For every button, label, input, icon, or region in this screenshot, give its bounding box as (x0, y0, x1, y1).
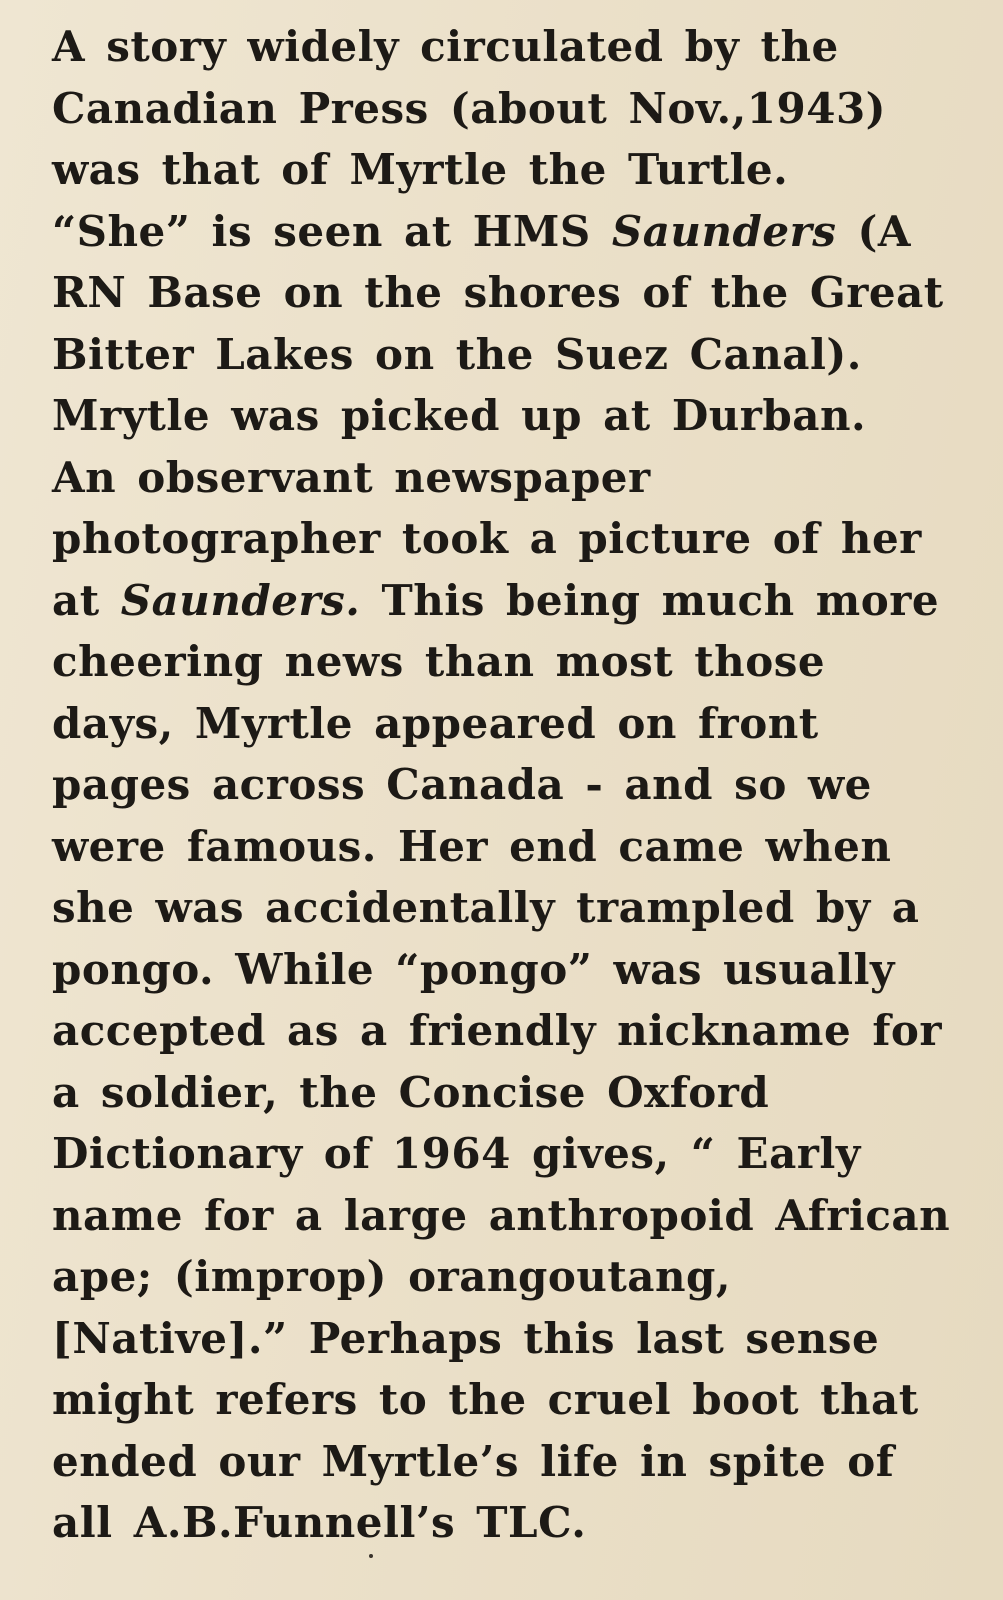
line-segment: This being much more (360, 575, 940, 625)
text-line (52, 1308, 972, 1370)
line-segment: were famous. Her end came when (52, 821, 892, 871)
line-segment: ape; (improp) orangoutang, (52, 1252, 732, 1301)
text-line (52, 1000, 972, 1062)
text-line (52, 1185, 972, 1247)
line-segment: accepted as a friendly nickname for (52, 1006, 943, 1055)
text-line (52, 78, 972, 140)
text-line (52, 324, 972, 386)
line-segment: Bitter Lakes on the Suez Canal). (52, 329, 862, 379)
text-line (52, 631, 972, 693)
text-line (52, 693, 972, 755)
text-line (52, 201, 972, 263)
line-segment: (A (836, 206, 911, 256)
text-line (52, 877, 972, 939)
line-segment: cheering news than most those (52, 637, 826, 686)
line-segment: A story widely circulated by the (52, 22, 839, 71)
text-line (52, 754, 972, 816)
text-line (52, 1123, 972, 1185)
line-segment: photographer took a picture of her (52, 514, 922, 563)
italic-ship-name: Saunders. (120, 575, 361, 625)
line-segment: all A.B.Funnell’s TLC. (52, 1498, 587, 1547)
line-segment: [Native].” Perhaps this last sense (52, 1313, 880, 1363)
story-text (52, 16, 972, 1554)
paper-speck (369, 1554, 373, 1558)
line-segment: at (52, 575, 121, 625)
text-line (52, 816, 972, 878)
line-segment: she was accidentally trampled by a (52, 883, 920, 932)
line-segment: days, Myrtle appeared on front (52, 698, 819, 748)
text-line (52, 385, 972, 447)
line-segment: was that of Myrtle the Turtle. (52, 145, 789, 194)
text-line (52, 1062, 972, 1124)
text-line (52, 1369, 972, 1431)
line-segment: Mrytle was picked up at Durban. (52, 391, 867, 440)
text-line (52, 570, 972, 632)
text-line (52, 508, 972, 570)
text-line (52, 16, 972, 78)
line-segment: ended our Myrtle’s life in spite of (52, 1436, 895, 1486)
text-line (52, 1492, 972, 1554)
text-line (52, 1431, 972, 1493)
line-segment: Dictionary of 1964 gives, “ Early (52, 1129, 861, 1178)
text-line (52, 262, 972, 324)
line-segment: name for a large anthropoid African (52, 1190, 951, 1240)
text-line (52, 939, 972, 1001)
line-segment: RN Base on the shores of the Great (52, 268, 944, 317)
line-segment: a soldier, the Concise Oxford (52, 1067, 770, 1117)
line-segment: pages across Canada - and so we (52, 760, 872, 809)
line-segment: Canadian Press (about Nov.,1943) (52, 83, 887, 133)
text-line (52, 447, 972, 509)
line-segment: might refers to the cruel boot that (52, 1375, 919, 1424)
text-line (52, 139, 972, 201)
italic-ship-name: Saunders (611, 206, 837, 256)
line-segment: pongo. While “pongo” was usually (52, 944, 895, 994)
line-segment: “She” is seen at HMS (52, 206, 612, 256)
text-line (52, 1246, 972, 1308)
line-segment: An observant newspaper (52, 452, 651, 502)
